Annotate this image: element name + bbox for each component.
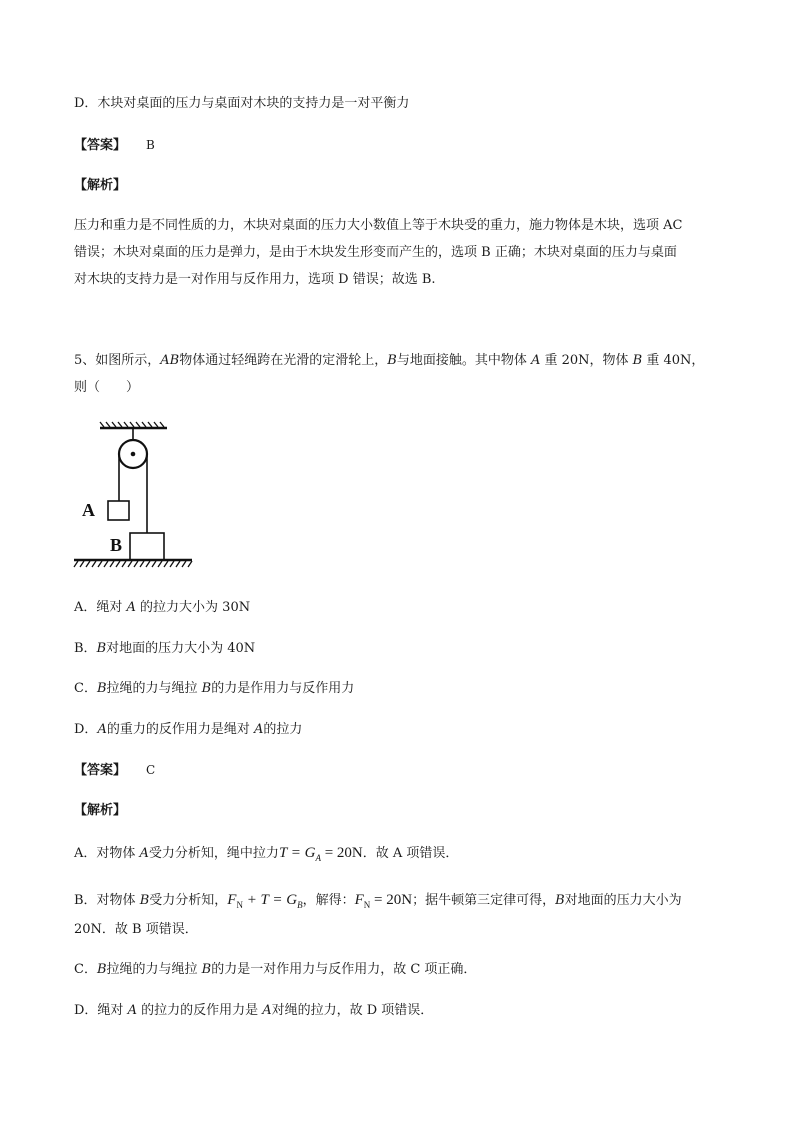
option-a bbox=[74, 600, 250, 616]
an-b-3: ，解得： bbox=[302, 893, 355, 908]
option-b bbox=[74, 641, 255, 657]
an-a-3: ．故 A 项错误． bbox=[362, 846, 459, 861]
opt-d-prefix: D． bbox=[74, 722, 98, 737]
opt-b-var: B bbox=[96, 641, 107, 656]
analysis-line-3: 对木块的支持力是一对作用与反作用力，选项 D 错误；故选 B. bbox=[74, 272, 436, 287]
analysis-line-1: 压力和重力是不同性质的力，木块对桌面的压力大小数值上等于木块受的重力，施力物体是木块，选项 AC bbox=[74, 218, 683, 233]
an-d-var-2: A bbox=[262, 1003, 272, 1018]
option-c bbox=[74, 681, 354, 697]
opt-c-var-1: B bbox=[96, 681, 107, 696]
an-b-eq2-f: F bbox=[354, 892, 364, 908]
q5-var-a: A bbox=[530, 353, 541, 368]
an-d-2: 的拉力的反作用力是 bbox=[136, 1003, 263, 1018]
an-b-2: 受力分析知， bbox=[149, 893, 228, 908]
opt-c-var-2: B bbox=[201, 681, 212, 696]
opt-a-suffix: 的拉力大小为 30N bbox=[135, 600, 251, 615]
analysis-c bbox=[74, 962, 476, 978]
opt-c-suffix: 的力是作用力与反作用力 bbox=[211, 681, 355, 696]
option-d-line: D．木块对桌面的压力与桌面对木块的支持力是一对平衡力 bbox=[74, 96, 410, 111]
an-b-equation-1 bbox=[227, 892, 302, 908]
opt-b-suffix: 对地面的压力大小为 40N bbox=[106, 641, 256, 656]
an-a-eq-sub: A bbox=[315, 853, 321, 863]
opt-c-mid: 拉绳的力与绳拉 bbox=[106, 681, 202, 696]
an-a-equation bbox=[279, 845, 363, 861]
q5-var-b: B bbox=[387, 353, 397, 368]
an-c-var-2: B bbox=[201, 962, 212, 977]
an-b-eq1-sub: N bbox=[236, 900, 243, 910]
option-d bbox=[74, 722, 302, 738]
an-c-var-1: B bbox=[96, 962, 107, 977]
q5-text-e: 重 40N， bbox=[642, 353, 705, 368]
q5-var-ab: AB bbox=[160, 353, 180, 368]
q5-text-b: 物体通过轻绳跨在光滑的定滑轮上， bbox=[179, 353, 388, 368]
q5-var-b2: B bbox=[632, 353, 643, 368]
an-d-1: D．绳对 bbox=[74, 1003, 128, 1018]
opt-d-suffix: 的拉力 bbox=[263, 722, 303, 737]
ground bbox=[74, 560, 192, 567]
an-b-eq2-val: = 20N bbox=[370, 892, 413, 908]
ceiling bbox=[100, 422, 167, 428]
block-a bbox=[108, 501, 129, 520]
an-d-3: 对绳的拉力，故 D 项错误． bbox=[271, 1003, 434, 1018]
q5-text-d: 重 20N，物体 bbox=[540, 353, 633, 368]
question-5-line-1 bbox=[74, 353, 704, 369]
an-a-eq-val: = 20N bbox=[320, 845, 363, 861]
an-a-eq-main: T = G bbox=[278, 845, 316, 861]
q5-answer-value: C bbox=[146, 763, 156, 777]
an-b-5: 对地面的压力大小为 bbox=[564, 893, 682, 908]
q5-analysis-label bbox=[74, 803, 126, 819]
an-b-eq2-sub: N bbox=[363, 900, 371, 910]
answer-label: 【答案】 bbox=[74, 138, 127, 153]
question-5-line-2: 则（ ） bbox=[74, 380, 140, 395]
analysis-label bbox=[74, 178, 126, 194]
an-c-3: 的力是一对作用力与反作用力，故 C 项正确． bbox=[211, 962, 477, 977]
analysis-b-line-2: 20N．故 B 项错误． bbox=[74, 922, 198, 937]
label-a: A bbox=[82, 500, 95, 520]
an-d-var-1: A bbox=[127, 1003, 137, 1018]
analysis-a bbox=[74, 845, 458, 866]
analysis-d bbox=[74, 1003, 433, 1019]
an-b-equation-2 bbox=[355, 892, 412, 908]
opt-c-prefix: C． bbox=[74, 681, 97, 696]
opt-d-mid: 的重力的反作用力是绳对 bbox=[106, 722, 254, 737]
q5-answer-label: 【答案】 bbox=[74, 763, 127, 778]
q5-text-c: 与地面接触。其中物体 bbox=[396, 353, 531, 368]
opt-b-prefix: B． bbox=[74, 641, 97, 656]
opt-a-prefix: A．绳对 bbox=[74, 600, 127, 615]
an-b-var: B bbox=[139, 893, 150, 908]
analysis-label-text: 【解析】 bbox=[74, 178, 127, 193]
pulley-figure bbox=[72, 420, 197, 570]
q5-analysis-label-text: 【解析】 bbox=[74, 803, 127, 818]
an-a-var: A bbox=[139, 846, 149, 861]
an-b-var-2: B bbox=[555, 893, 565, 908]
an-b-4: ；据牛顿第三定律可得， bbox=[412, 893, 556, 908]
answer-row bbox=[74, 137, 155, 154]
opt-d-var-1: A bbox=[97, 722, 107, 737]
an-c-1: C． bbox=[74, 962, 97, 977]
an-b-eq1-f: F bbox=[227, 892, 237, 908]
an-a-2: 受力分析知，绳中拉力 bbox=[148, 846, 279, 861]
an-c-2: 拉绳的力与绳拉 bbox=[106, 962, 202, 977]
q5-answer-row bbox=[74, 762, 155, 779]
analysis-b bbox=[74, 892, 682, 913]
block-b bbox=[130, 533, 164, 560]
an-b-eq1-mid: + T = G bbox=[242, 892, 298, 908]
pulley-axle bbox=[131, 452, 136, 457]
q5-text-a: 5、如图所示， bbox=[74, 353, 161, 368]
answer-value: B bbox=[146, 138, 155, 152]
analysis-line-2: 错误；木块对桌面的压力是弹力，是由于木块发生形变而产生的，选项 B 正确；木块对桌面的压力与桌面 bbox=[74, 245, 677, 260]
label-b: B bbox=[110, 535, 123, 555]
opt-a-var: A bbox=[126, 600, 136, 615]
an-b-1: B．对物体 bbox=[74, 893, 140, 908]
opt-d-var-2: A bbox=[253, 722, 264, 737]
an-a-1: A．对物体 bbox=[74, 846, 140, 861]
an-b-eq1-sub2: B bbox=[297, 900, 303, 910]
